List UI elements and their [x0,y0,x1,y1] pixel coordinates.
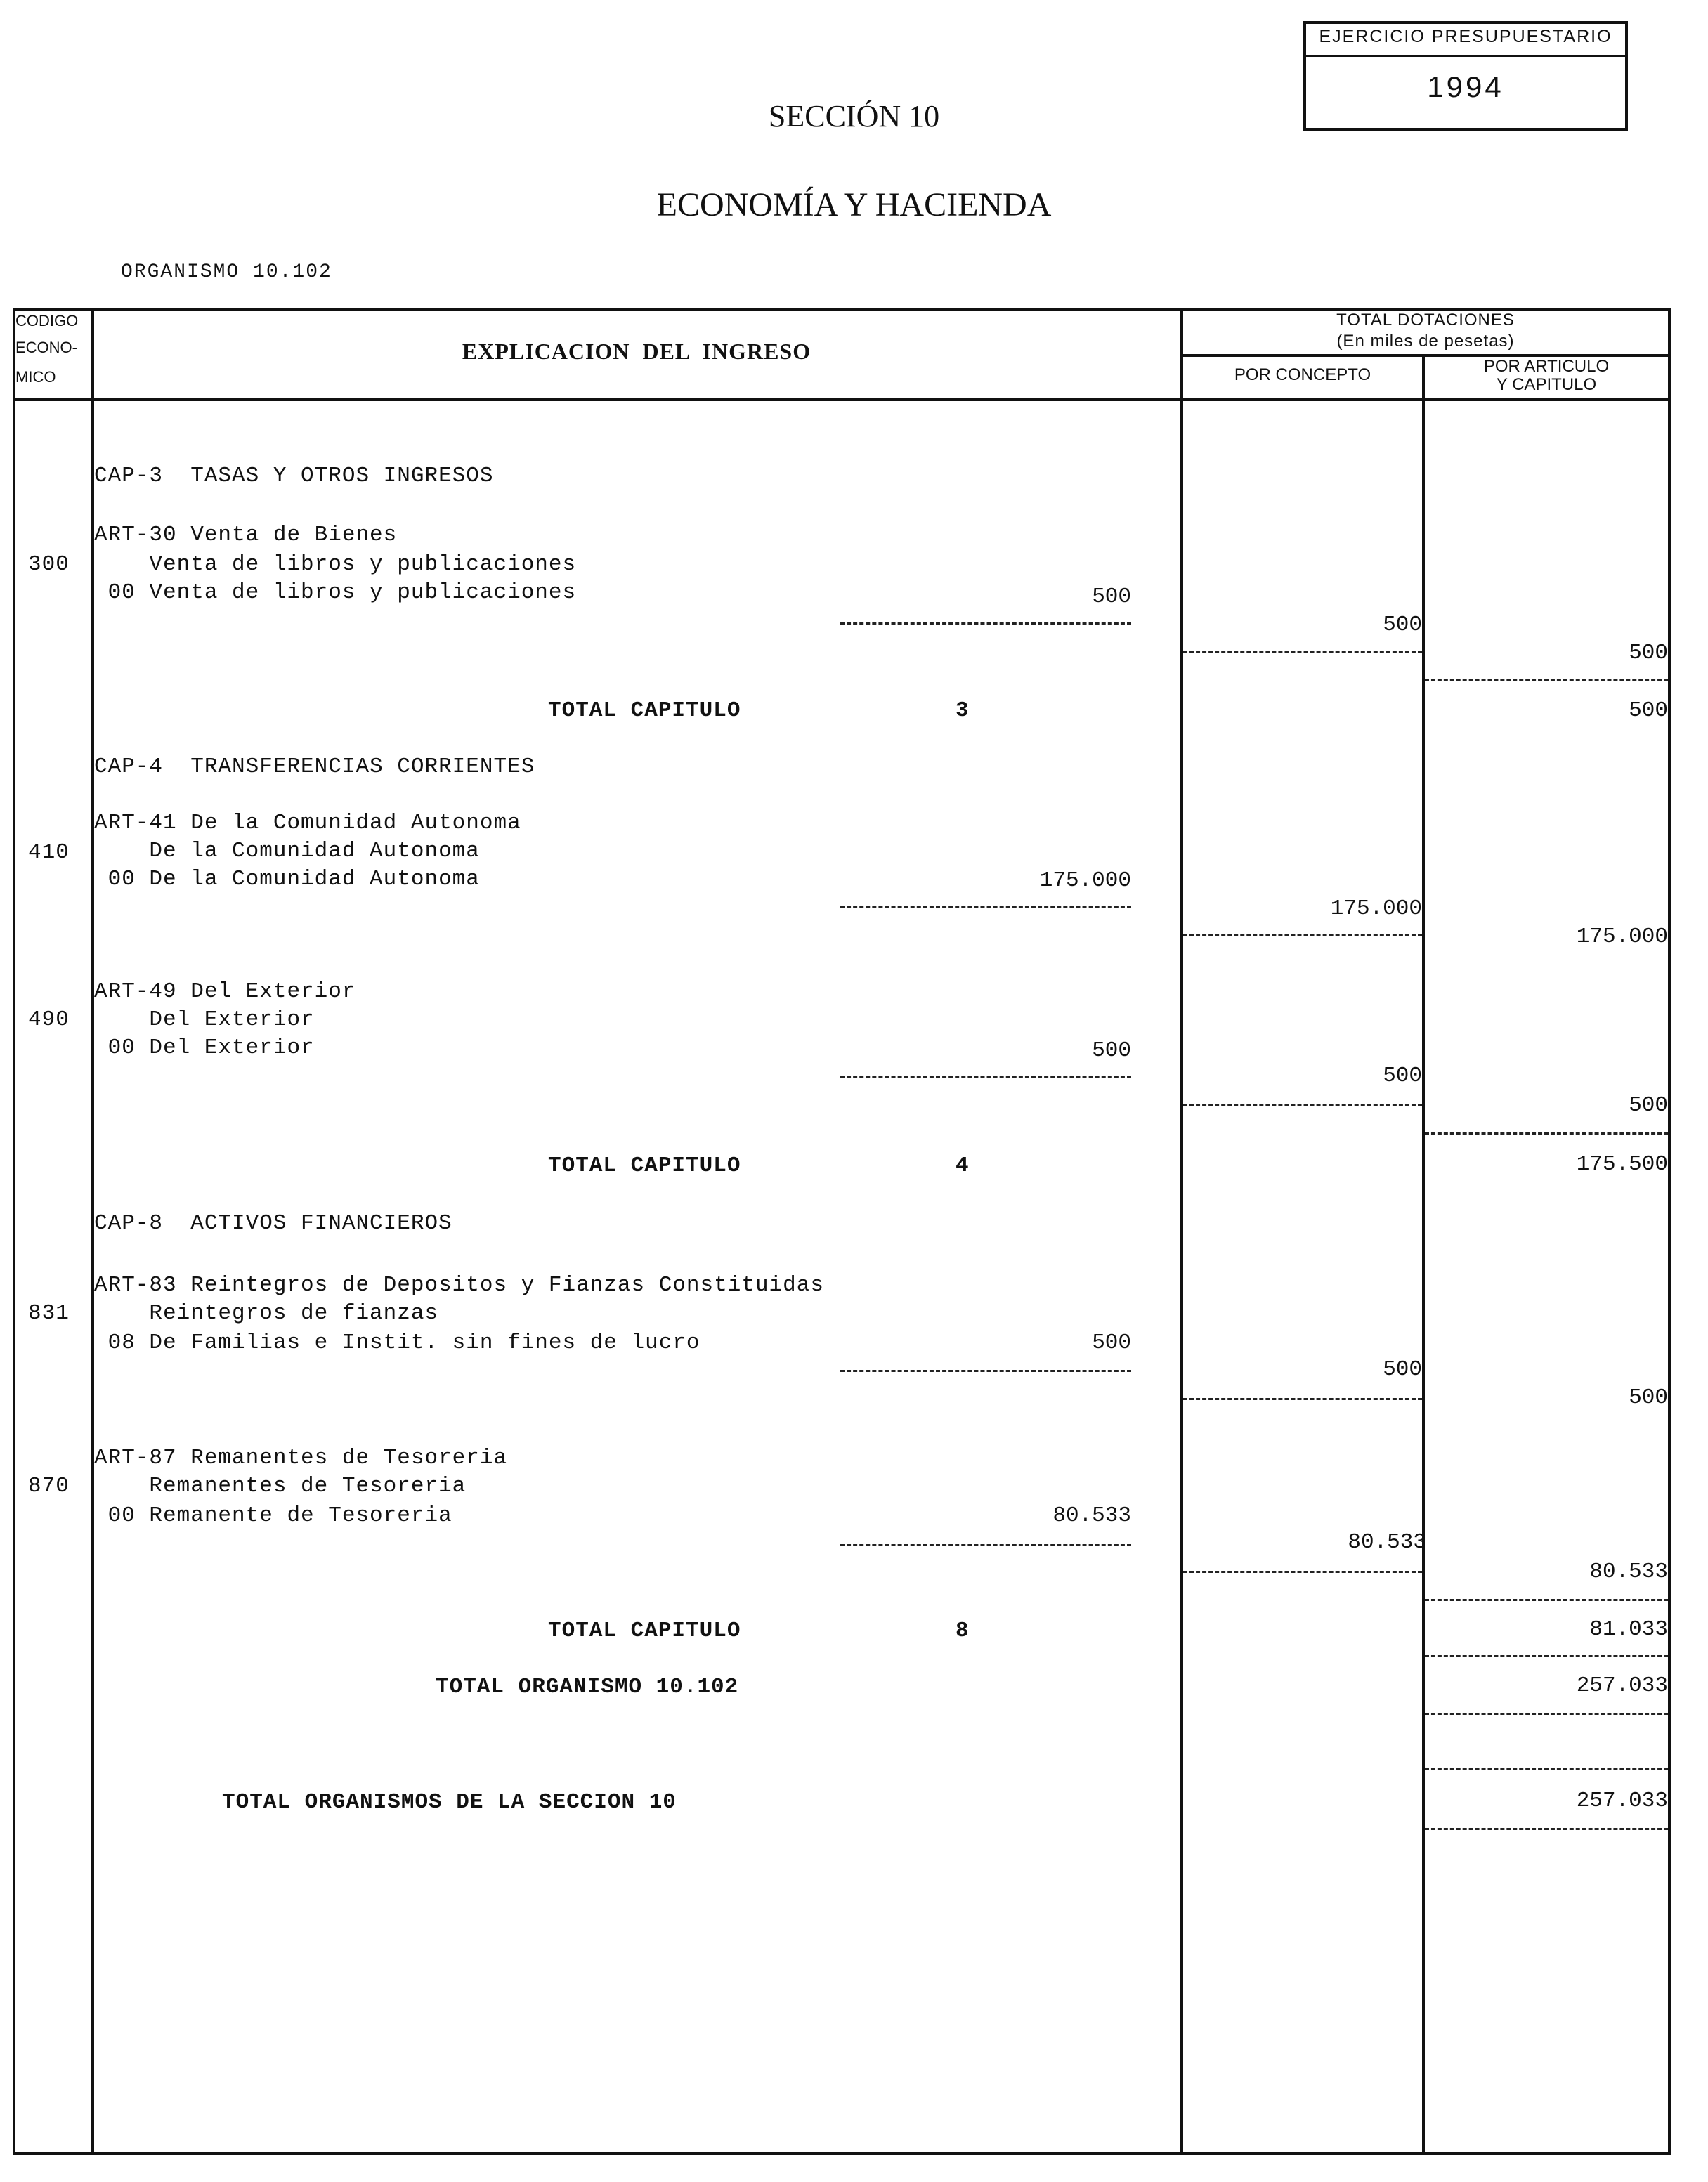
code-870: 870 [28,1474,70,1498]
explanation-header: EXPLICACION DEL INGRESO [462,339,811,364]
por-articulo-header-1: POR ARTICULO [1483,357,1610,376]
total-cap3-label: TOTAL CAPITULO [548,698,741,723]
total-cap8-number: 8 [956,1619,970,1643]
concept-831-amount: 500 [1383,1357,1422,1382]
code-col-header-3: MICO [15,368,56,386]
subconcept-410: 00 De la Comunidad Autonoma [94,867,480,891]
total-cap4-number: 4 [956,1154,970,1178]
organism-label: ORGANISMO 10.102 [121,261,332,283]
code-831: 831 [28,1301,70,1326]
concept-870-amount: 80.533 [1348,1530,1426,1555]
total-section-amount: 257.033 [1576,1789,1668,1813]
total-organism-amount: 257.033 [1576,1673,1668,1698]
art41-heading: ART-41 De la Comunidad Autonoma [94,811,521,835]
dash-art30 [1425,679,1668,681]
subconcept-300: 00 Venta de libros y publicaciones [94,580,577,605]
por-articulo-header-2: Y CAPITULO [1496,375,1597,394]
exercise-label: EJERCICIO PRESUPUESTARIO [1319,27,1612,46]
por-concepto-header: POR CONCEPTO [1234,365,1371,384]
total-cap3-number: 3 [956,698,970,723]
totals-header-title: TOTAL DOTACIONES [1336,311,1515,329]
art41-amount: 175.000 [1576,925,1668,949]
subconcept-300-amount: 500 [1092,584,1131,609]
art83-amount: 500 [1629,1385,1668,1410]
ministry-title: ECONOMÍA Y HACIENDA [656,186,1052,223]
dash-s300 [840,622,1131,625]
dash-c870 [1183,1571,1422,1573]
section-title: SECCIÓN 10 [768,99,940,133]
art83-heading: ART-83 Reintegros de Depositos y Fianzas Constituidas [94,1273,824,1298]
art87-amount: 80.533 [1589,1560,1668,1584]
dash-org-2 [1425,1768,1668,1770]
subconcept-831-amount: 500 [1092,1331,1131,1355]
subconcept-410-amount: 175.000 [1039,868,1131,893]
dash-art87 [1425,1599,1668,1601]
total-cap4-label: TOTAL CAPITULO [548,1154,741,1178]
dash-art49 [1425,1132,1668,1135]
dash-org-1 [1425,1713,1668,1715]
subconcept-870: 00 Remanente de Tesoreria [94,1503,452,1528]
dash-c410 [1183,934,1422,936]
art49-amount: 500 [1629,1093,1668,1118]
explanation-col-divider [1180,308,1183,2155]
code-410: 410 [28,840,70,865]
concept-831: Reintegros de fianzas [94,1301,439,1326]
total-cap4-amount: 175.500 [1576,1152,1668,1177]
total-cap3-amount: 500 [1629,698,1668,723]
concept-410-amount: 175.000 [1330,896,1422,921]
cap8-heading: CAP-8 ACTIVOS FINANCIEROS [94,1211,452,1236]
code-490: 490 [28,1007,70,1032]
exercise-divider [1306,55,1625,57]
dash-c831 [1183,1398,1422,1400]
total-cap8-amount: 81.033 [1589,1617,1668,1642]
code-300: 300 [28,552,70,577]
total-cap8-label: TOTAL CAPITULO [548,1619,741,1643]
subconcept-870-amount: 80.533 [1052,1503,1131,1528]
exercise-year: 1994 [1427,70,1504,103]
art30-amount: 500 [1629,641,1668,665]
dash-s870 [840,1544,1131,1546]
concept-300-amount: 500 [1383,613,1422,637]
dash-cap8 [1425,1655,1668,1657]
subconcept-831: 08 De Familias e Instit. sin fines de lucro [94,1331,700,1355]
subconcept-490: 00 Del Exterior [94,1036,315,1060]
concept-490: Del Exterior [94,1007,315,1032]
subconcept-490-amount: 500 [1092,1038,1131,1063]
total-section-label: TOTAL ORGANISMOS DE LA SECCION 10 [222,1790,677,1815]
dash-c490 [1183,1104,1422,1106]
dash-s490 [840,1076,1131,1078]
dash-c300 [1183,651,1422,653]
dash-section [1425,1828,1668,1830]
dash-s410 [840,906,1131,908]
concept-870: Remanentes de Tesoreria [94,1474,467,1498]
totals-header-subtitle: (En miles de pesetas) [1336,332,1515,351]
concept-col-divider [1422,354,1425,2152]
concept-490-amount: 500 [1383,1064,1422,1088]
code-col-header-2: ECONO- [15,339,77,356]
art49-heading: ART-49 Del Exterior [94,979,356,1004]
concept-300: Venta de libros y publicaciones [94,552,577,577]
concept-410: De la Comunidad Autonoma [94,839,480,863]
cap3-heading: CAP-3 TASAS Y OTROS INGRESOS [94,464,494,488]
art30-heading: ART-30 Venta de Bienes [94,523,398,547]
code-col-header-1: CODIGO [15,312,79,329]
art87-heading: ART-87 Remanentes de Tesoreria [94,1446,508,1470]
total-organism-label: TOTAL ORGANISMO 10.102 [436,1675,739,1699]
dash-s831 [840,1370,1131,1372]
cap4-heading: CAP-4 TRANSFERENCIAS CORRIENTES [94,754,535,779]
